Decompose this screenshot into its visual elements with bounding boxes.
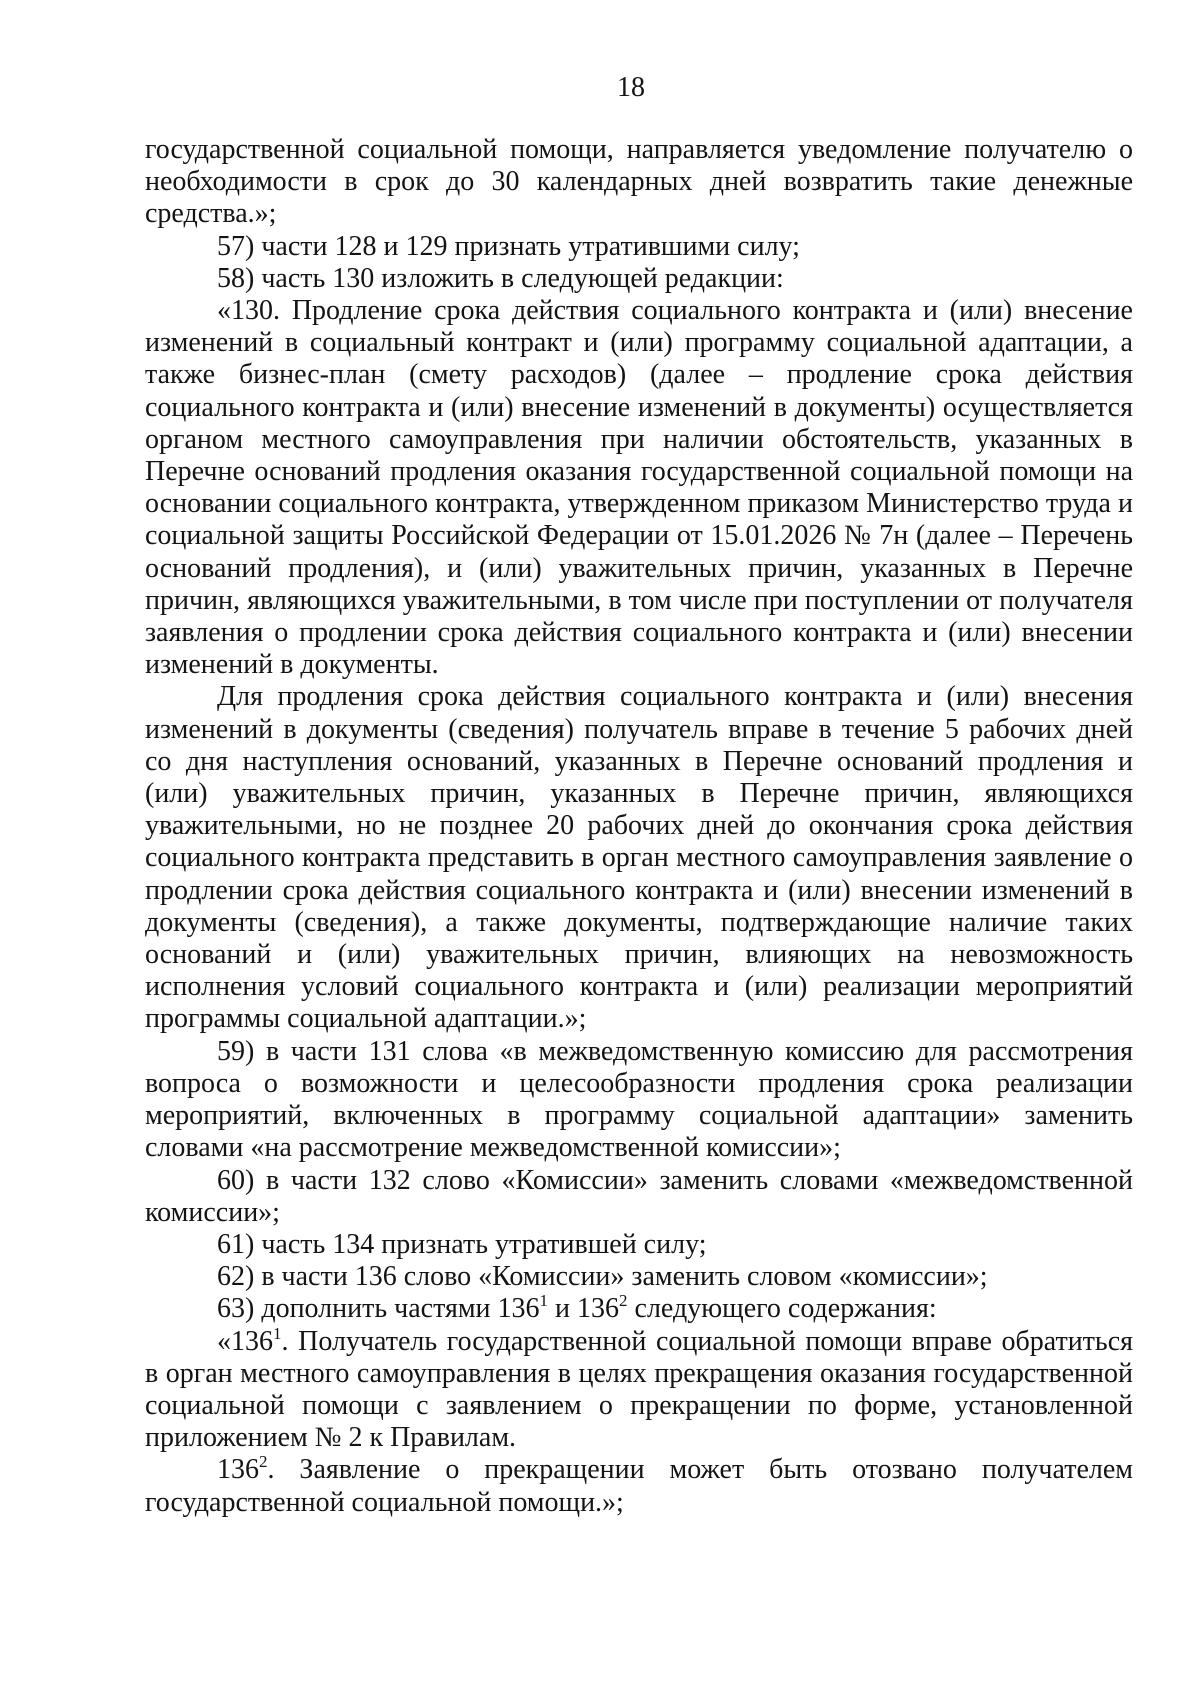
paragraph-item-61: 61) часть 134 признать утратившей силу; — [217, 1228, 707, 1260]
paragraph-continuation: государственной социальной помощи, направляется уведомление получателю о необходимости в срок до 30 календарных дней возвратить такие денежные средства.»; — [145, 134, 1133, 230]
paragraph-item-58: 58) часть 130 изложить в следующей редакции: — [217, 262, 784, 294]
paragraph-item-59: 59) в части 131 слова «в межведомственную комиссию для рассмотрения вопроса о возможности и целесообразности продления срока реализации мероприятий, включенных в программу социальной адаптации» заменить словами «на рассмотрение межведомственной комиссии»; — [145, 1035, 1133, 1164]
part-136-2-text: . Заявление о прекращении может быть отозвано получателем государственной социальной помощи.»; — [145, 1454, 1133, 1518]
superscript-2: 2 — [619, 1291, 628, 1311]
part-136-1-superscript: 1 — [273, 1323, 282, 1343]
paragraph-item-60: 60) в части 132 слово «Комиссии» заменить словами «межведомственной комиссии»; — [145, 1164, 1133, 1228]
paragraph-part-136-1 — [145, 1323, 1133, 1455]
item-63-text-before: 63) дополнить частями 136 — [217, 1293, 540, 1325]
item-63-text-middle: и 136 — [548, 1293, 620, 1325]
part-136-1-text: . Получатель государственной социальной помощи вправе обратиться в орган местного самоуправления в целях прекращения оказания государственной социальной помощи с заявлением о прекращении по форме, установленной приложением № 2 к Правилам. — [145, 1325, 1133, 1454]
paragraph-item-57: 57) части 128 и 129 признать утратившими силу; — [217, 230, 800, 262]
superscript-1: 1 — [539, 1291, 549, 1311]
page-number: 18 — [617, 72, 645, 103]
paragraph-item-63 — [145, 1293, 1133, 1325]
part-136-2-superscript: 2 — [259, 1452, 268, 1472]
part-136-1-number: «136 — [217, 1325, 273, 1357]
item-63-text-after: следующего содержания: — [627, 1293, 937, 1325]
paragraph-part-130-continued: Для продления срока действия социального контракта и (или) внесения изменений в документы (сведения) получатель вправе в течение 5 рабочих дней со дня наступления оснований, указанных в Перечне оснований продления и (или) уважительных причин, указанных в Перечне причин, являющихся уважительными, но не позднее 20 рабочих дней до окончания срока действия социального контракта представить в орган местного самоуправления заявление о продлении срока действия социального контракта и (или) внесении изменений в документы (сведения), а также документы, подтверждающие наличие таких оснований и (или) уважительных причин, влияющих на невозможность исполнения условий социального контракта и (или) реализации мероприятий программы социальной адаптации.»; — [145, 681, 1133, 1035]
paragraph-part-130: «130. Продление срока действия социального контракта и (или) внесение изменений в социальный контракт и (или) программу социальной адаптации, а также бизнес-план (смету расходов) (далее – продление срока действия социального контракта и (или) внесение изменений в документы) осуществляется органом местного самоуправления при наличии обстоятельств, указанных в Перечне оснований продления оказания государственной социальной помощи на основании социального контракта, утвержденном приказом Министерство труда и социальной защиты Российской Федерации от 15.01.2026 № 7н (далее – Перечень оснований продления), и (или) уважительных причин, указанных в Перечне причин, являющихся уважительными, в том числе при поступлении от получателя заявления о продлении срока действия социального контракта и (или) внесении изменений в документы. — [145, 295, 1133, 681]
paragraph-item-62: 62) в части 136 слово «Комиссии» заменить словом «комиссии»; — [217, 1261, 988, 1293]
paragraph-part-136-2 — [145, 1454, 1133, 1518]
document-body — [145, 134, 1133, 1519]
part-136-2-number: 136 — [217, 1454, 259, 1486]
